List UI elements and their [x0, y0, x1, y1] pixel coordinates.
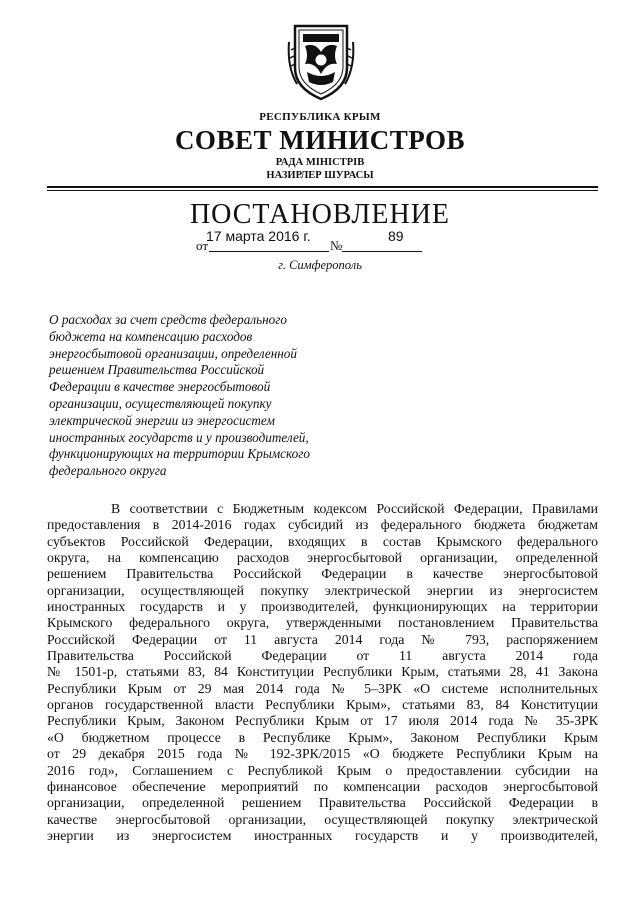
body-line: Российской Федерации от 11 августа 2014 года № 793, распоряжением — [47, 631, 598, 647]
number-underline — [342, 251, 422, 252]
subject-line: электрической энергии из энергосистем — [49, 412, 275, 428]
body-line: В соответствии с Бюджетным кодексом Российской Федерации, Правилами — [111, 501, 598, 516]
body-line: от 29 декабря 2015 года № 192-ЗРК/2015 «О бюджете Республики Крым на — [47, 746, 598, 762]
subject-line: Федерации в качестве энергосбытовой — [49, 379, 271, 395]
body-line: организации, определенной решением Правительства Российской Федерации в — [47, 795, 598, 811]
document-body — [47, 501, 598, 844]
council-title: СОВЕТ МИНИСТРОВ — [174, 125, 466, 155]
body-line: Крымского федерального округа, утвержденными постановлением Правительства — [47, 615, 598, 631]
council-title-crimean-tatar: НАЗИРЛЕР ШУРАСЫ — [266, 170, 374, 181]
date-underline — [209, 251, 329, 252]
council-title-ukrainian: РАДА МІНІСТРІВ — [275, 157, 365, 168]
document-city: г. Симферополь — [278, 258, 362, 272]
body-line: Республики Крым от 29 мая 2014 года № 5–3РК «О системе исполнительных — [47, 680, 598, 696]
body-line: финансовое обеспечение мероприятий по компенсации расходов энергосбытовой — [47, 778, 598, 794]
subject-line: бюджета на компенсацию расходов — [49, 328, 253, 344]
subject-line: организации, осуществляющей покупку — [49, 395, 272, 411]
header-divider — [47, 186, 598, 188]
body-line: организации, осуществляющей покупку электрической энергии из энергосистем — [47, 582, 598, 598]
body-line: 2016 год», Соглашением с Республикой Крым о предоставлении субсидии на — [47, 762, 598, 778]
body-line: субъектов Российской Федерации, входящих в состав Крымского федерального — [47, 533, 598, 549]
body-line: «О бюджетном процессе в Республике Крым», Законом Республики Крым — [47, 729, 598, 745]
document-subject — [49, 312, 359, 480]
date-prefix: от — [196, 238, 209, 253]
body-line: качестве энергосбытовой организации, осуществляющей покупку электрической — [47, 811, 598, 827]
subject-line: функционирующих на территории Крымского — [49, 446, 311, 462]
body-line: энергии из энергосистем иностранных государств и у производителей, — [47, 827, 598, 843]
subject-line: О расходах за счет средств федерального — [49, 312, 287, 327]
coat-of-arms-icon — [287, 22, 355, 102]
body-line: Республики Крым, Законом Республики Крым от 17 июля 2014 года № 35-ЗРК — [47, 713, 598, 729]
document-date: 17 марта 2016 г. — [206, 228, 311, 244]
number-prefix: № — [330, 238, 343, 253]
body-line: решением Правительства Российской Федерации в качестве энергосбытовой — [47, 566, 598, 582]
body-line: иностранных государств и у производителей, функционирующих на территории — [47, 599, 598, 615]
document-number: 89 — [388, 228, 404, 244]
subject-line: иностранных государств и у производителей, — [49, 429, 309, 445]
republic-title: РЕСПУБЛИКА КРЫМ — [259, 111, 381, 123]
subject-line: федерального округа — [49, 463, 167, 479]
body-line: органов государственной власти Республики Крым», статьями 83, 84 Конституции — [47, 697, 598, 713]
document-type: ПОСТАНОВЛЕНИЕ — [189, 199, 451, 230]
subject-line: энергосбытовой организации, определенной — [49, 345, 297, 361]
body-line: Правительства Российской Федерации от 11 августа 2014 года — [47, 648, 598, 664]
body-line: № 1501-р, статьями 83, 84 Конституции Республики Крым, статьями 28, 41 Закона — [47, 664, 598, 680]
body-line: округа, на компенсацию расходов энергосбытовой организации, определенной — [47, 550, 598, 566]
body-line: предоставления в 2014-2016 годах субсидий из федерального бюджета бюджетам — [47, 517, 598, 533]
subject-line: решением Правительства Российской — [49, 362, 265, 378]
header-divider-thin — [47, 190, 598, 191]
